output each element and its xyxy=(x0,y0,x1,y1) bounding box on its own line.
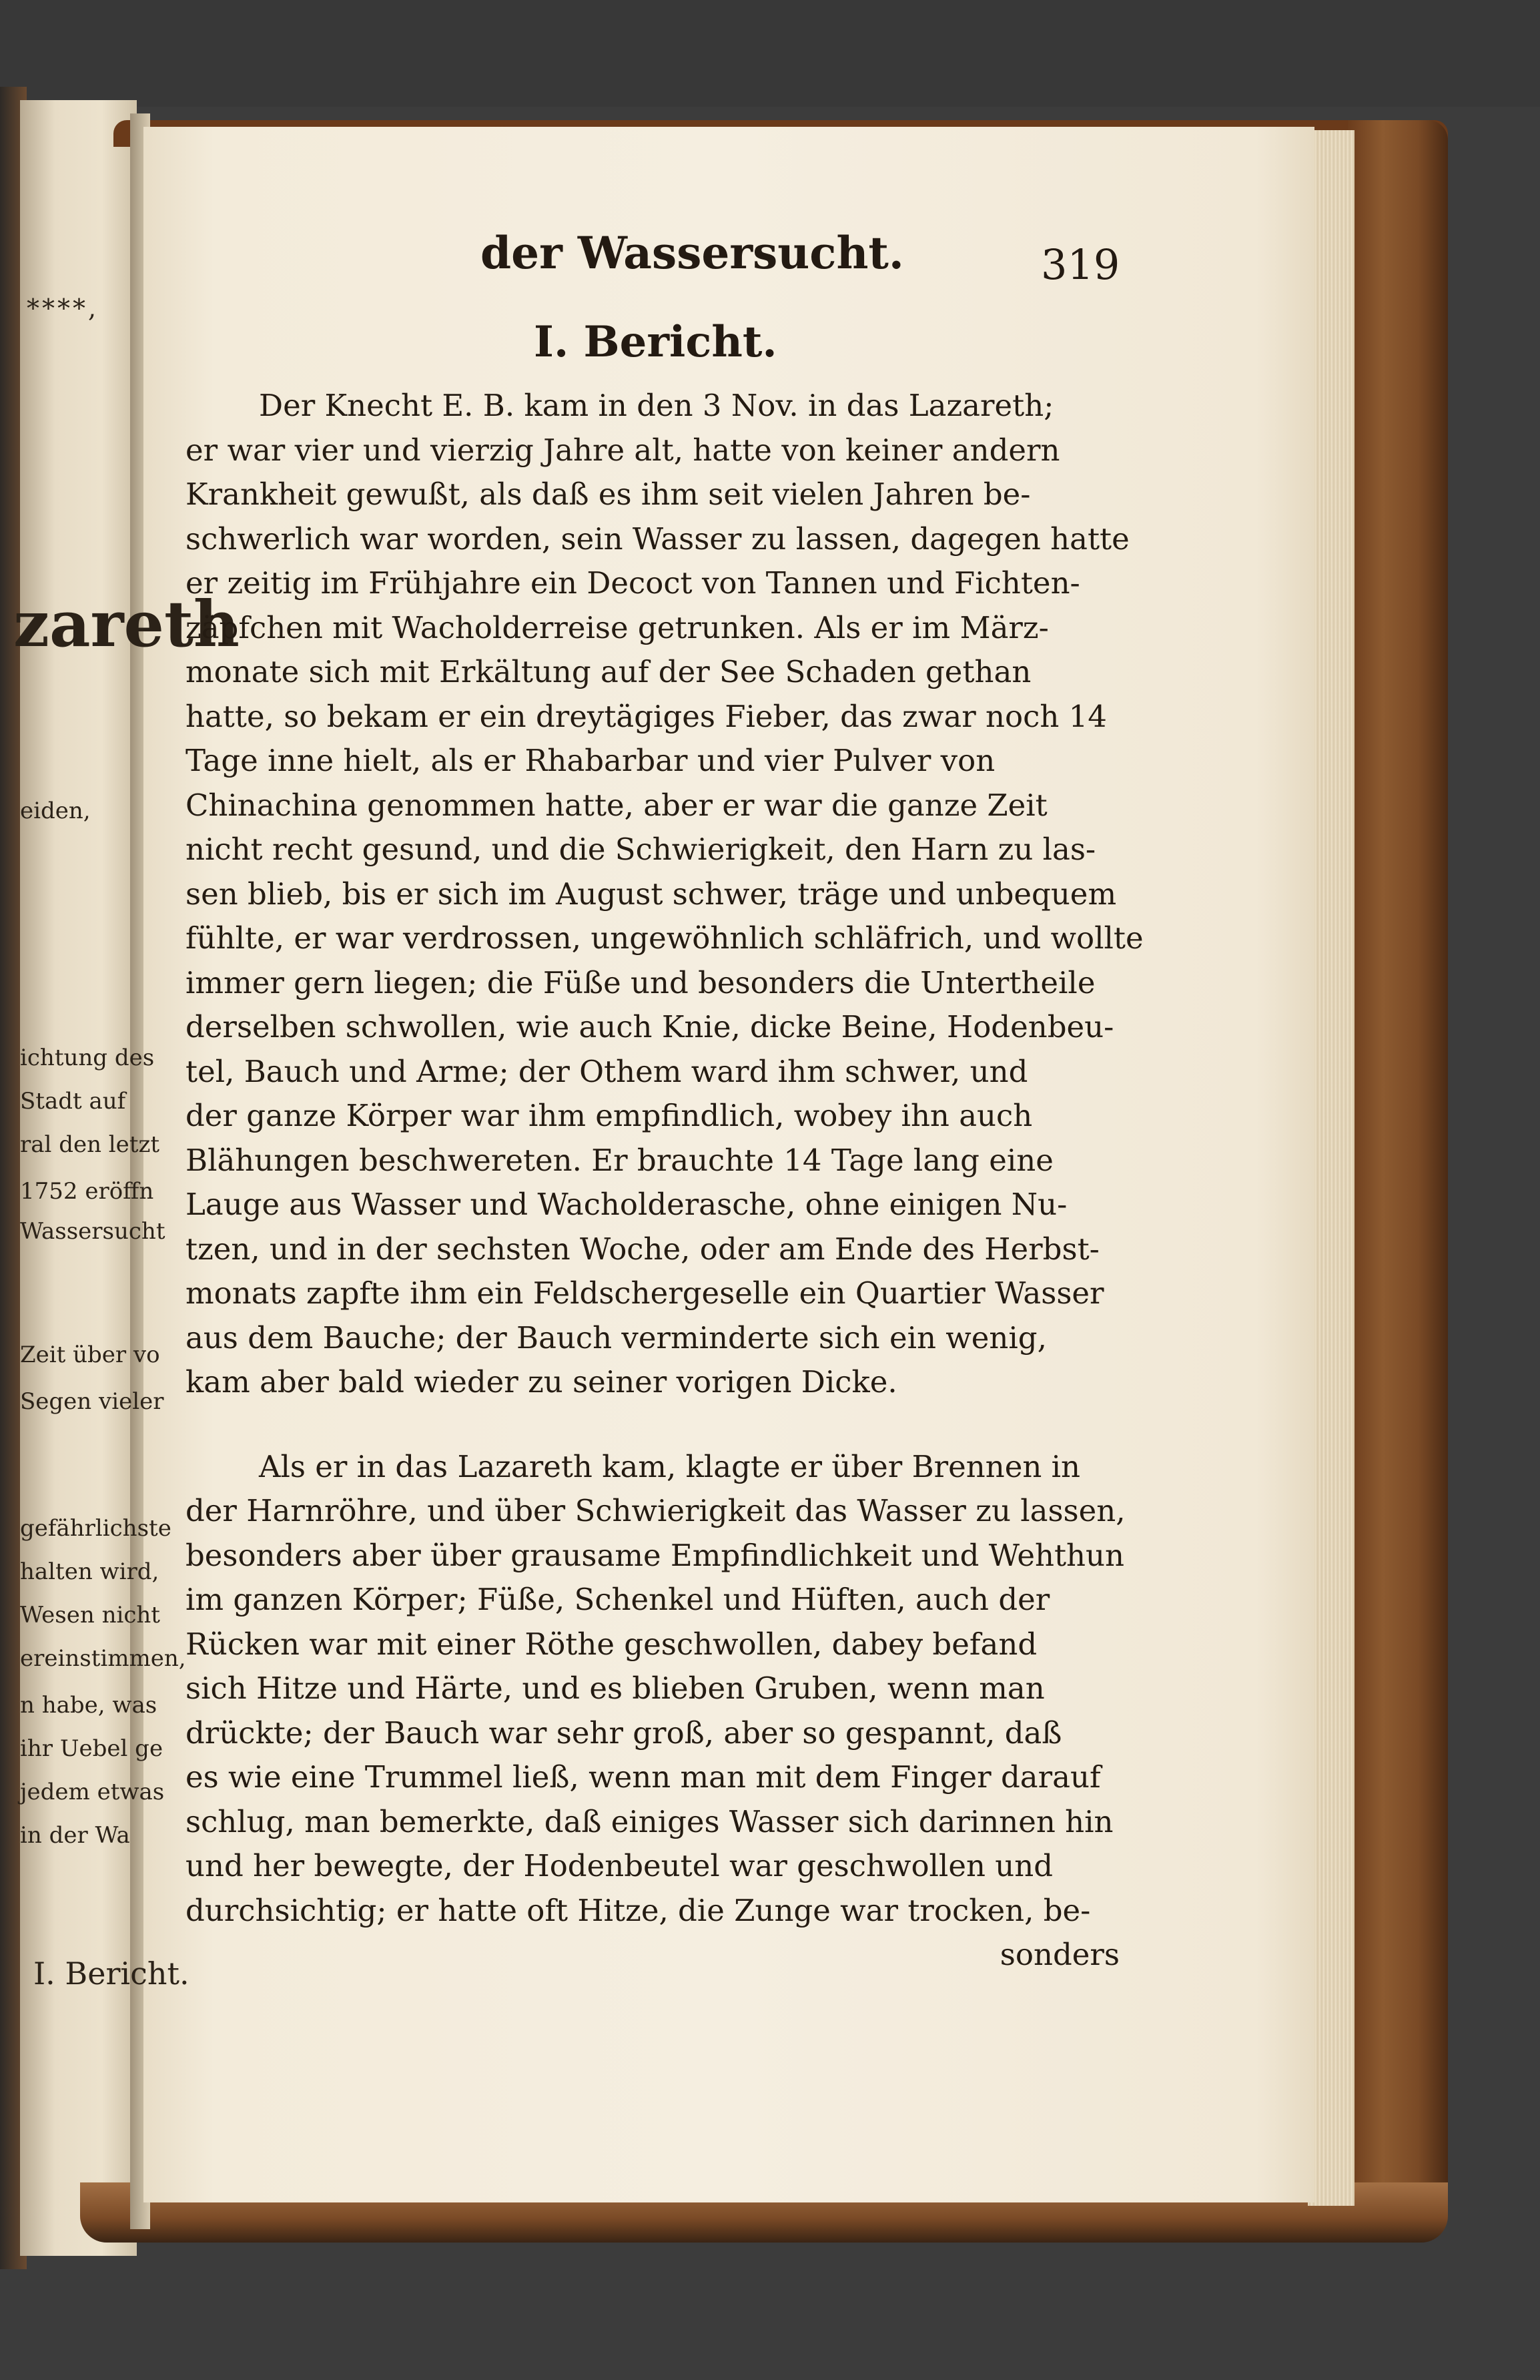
running-head: der Wassersucht. xyxy=(480,227,904,279)
scan-background xyxy=(0,0,1540,107)
paragraph-gap xyxy=(185,1405,1120,1445)
text-line: drückte; der Bauch war sehr groß, aber so gespannt, daß xyxy=(185,1715,1062,1751)
left-page-heading: zareth xyxy=(13,587,240,661)
left-page-line: in der Wa xyxy=(20,1822,130,1849)
text-line: nicht recht gesund, und die Schwierigkeit, den Harn zu las- xyxy=(185,832,1096,867)
text-line: Krankheit gewußt, als daß es ihm seit vielen Jahren be- xyxy=(185,477,1031,512)
text-line: er war vier und vierzig Jahre alt, hatte von keiner andern xyxy=(185,432,1060,468)
text-line: monats zapfte ihm ein Feldschergeselle ein Quartier Wasser xyxy=(185,1275,1104,1311)
text-line: derselben schwollen, wie auch Knie, dicke Beine, Hodenbeu- xyxy=(185,1009,1114,1045)
left-page-line: halten wird, xyxy=(20,1558,159,1585)
text-line: Lauge aus Wasser und Wacholderasche, ohne einigen Nu- xyxy=(185,1187,1068,1222)
body-text xyxy=(185,384,1144,1978)
section-title: I. Bericht. xyxy=(534,317,777,367)
text-line: Rücken war mit einer Röthe geschwollen, dabey befand xyxy=(185,1626,1038,1662)
text-line: tel, Bauch und Arme; der Othem ward ihm schwer, und xyxy=(185,1053,1028,1089)
text-line: zäpfchen mit Wacholderreise getrunken. Als er im März- xyxy=(185,609,1049,645)
text-line: schlug, man bemerkte, daß einiges Wasser sich darinnen hin xyxy=(185,1803,1114,1839)
text-line: der Harnröhre, und über Schwierigkeit das Wasser zu lassen, xyxy=(185,1493,1126,1528)
left-page-line: ereinstimmen, xyxy=(20,1645,186,1672)
text-line: schwerlich war worden, sein Wasser zu lassen, dagegen hatte xyxy=(185,521,1130,557)
leather-cover-edge xyxy=(1348,120,1448,2229)
left-page-line: ral den letzt xyxy=(20,1131,160,1158)
left-page-line: Segen vieler xyxy=(20,1388,164,1415)
text-line: monate sich mit Erkältung auf der See Schaden gethan xyxy=(185,654,1032,689)
text-line: Der Knecht E. B. kam in den 3 Nov. in das Lazareth; xyxy=(259,388,1054,423)
left-page-line: ihr Uebel ge xyxy=(20,1735,163,1762)
text-line: der ganze Körper war ihm empfindlich, wobey ihn auch xyxy=(185,1098,1033,1133)
left-page-line: ichtung des xyxy=(20,1045,155,1071)
left-page-line: Stadt auf xyxy=(20,1088,126,1115)
left-page-line: n habe, was xyxy=(20,1692,157,1719)
text-line: kam aber bald wieder zu seiner vorigen Dicke. xyxy=(185,1364,897,1400)
text-line: Tage inne hielt, als er Rhabarbar und vier Pulver von xyxy=(185,743,996,778)
left-page-line: I. Bericht. xyxy=(33,1956,189,1992)
text-line: durchsichtig; er hatte oft Hitze, die Zunge war trocken, be- xyxy=(185,1892,1091,1928)
text-line: sen blieb, bis er sich im August schwer, träge und unbequem xyxy=(185,876,1117,912)
left-page-line: jedem etwas xyxy=(20,1779,165,1805)
text-line: es wie eine Trummel ließ, wenn man mit dem Finger darauf xyxy=(185,1759,1101,1795)
catchword: sonders xyxy=(1000,1937,1120,1972)
text-line: fühlte, er war verdrossen, ungewöhnlich schläfrich, und wollte xyxy=(185,920,1144,956)
text-line: sich Hitze und Härte, und es blieben Gruben, wenn man xyxy=(185,1671,1045,1706)
text-line: Als er in das Lazareth kam, klagte er über Brennen in xyxy=(259,1448,1081,1484)
text-line: im ganzen Körper; Füße, Schenkel und Hüften, auch der xyxy=(185,1582,1050,1617)
left-page-line: gefährlichste xyxy=(20,1515,171,1542)
text-line: tzen, und in der sechsten Woche, oder am Ende des Herbst- xyxy=(185,1231,1100,1267)
left-page-line: eiden, xyxy=(20,798,91,824)
left-page-line: Wassersucht xyxy=(20,1218,165,1245)
text-line: aus dem Bauche; der Bauch verminderte sich ein wenig, xyxy=(185,1319,1047,1356)
page-number: 319 xyxy=(1041,240,1120,289)
text-line: Blähungen beschwereten. Er brauchte 14 Tage lang eine xyxy=(185,1142,1054,1178)
text-line: er zeitig im Frühjahre ein Decoct von Tannen und Fichten- xyxy=(185,565,1080,601)
left-page-line: 1752 eröffn xyxy=(20,1178,154,1205)
text-line: Chinachina genommen hatte, aber er war die ganze Zeit xyxy=(185,787,1048,823)
text-line: immer gern liegen; die Füße und besonders die Untertheile xyxy=(185,964,1096,1000)
text-line: besonders aber über grausame Empfindlichkeit und Wehthun xyxy=(185,1537,1124,1573)
text-line: hatte, so bekam er ein dreytägiges Fieber, das zwar noch 14 xyxy=(185,698,1107,734)
left-page-line: Zeit über vo xyxy=(20,1342,160,1368)
page-block-edges xyxy=(1308,130,1355,2206)
left-page-line: Wesen nicht xyxy=(20,1602,160,1628)
left-page-stars: ****, xyxy=(27,294,99,323)
text-line: und her bewegte, der Hodenbeutel war geschwollen und xyxy=(185,1848,1054,1883)
